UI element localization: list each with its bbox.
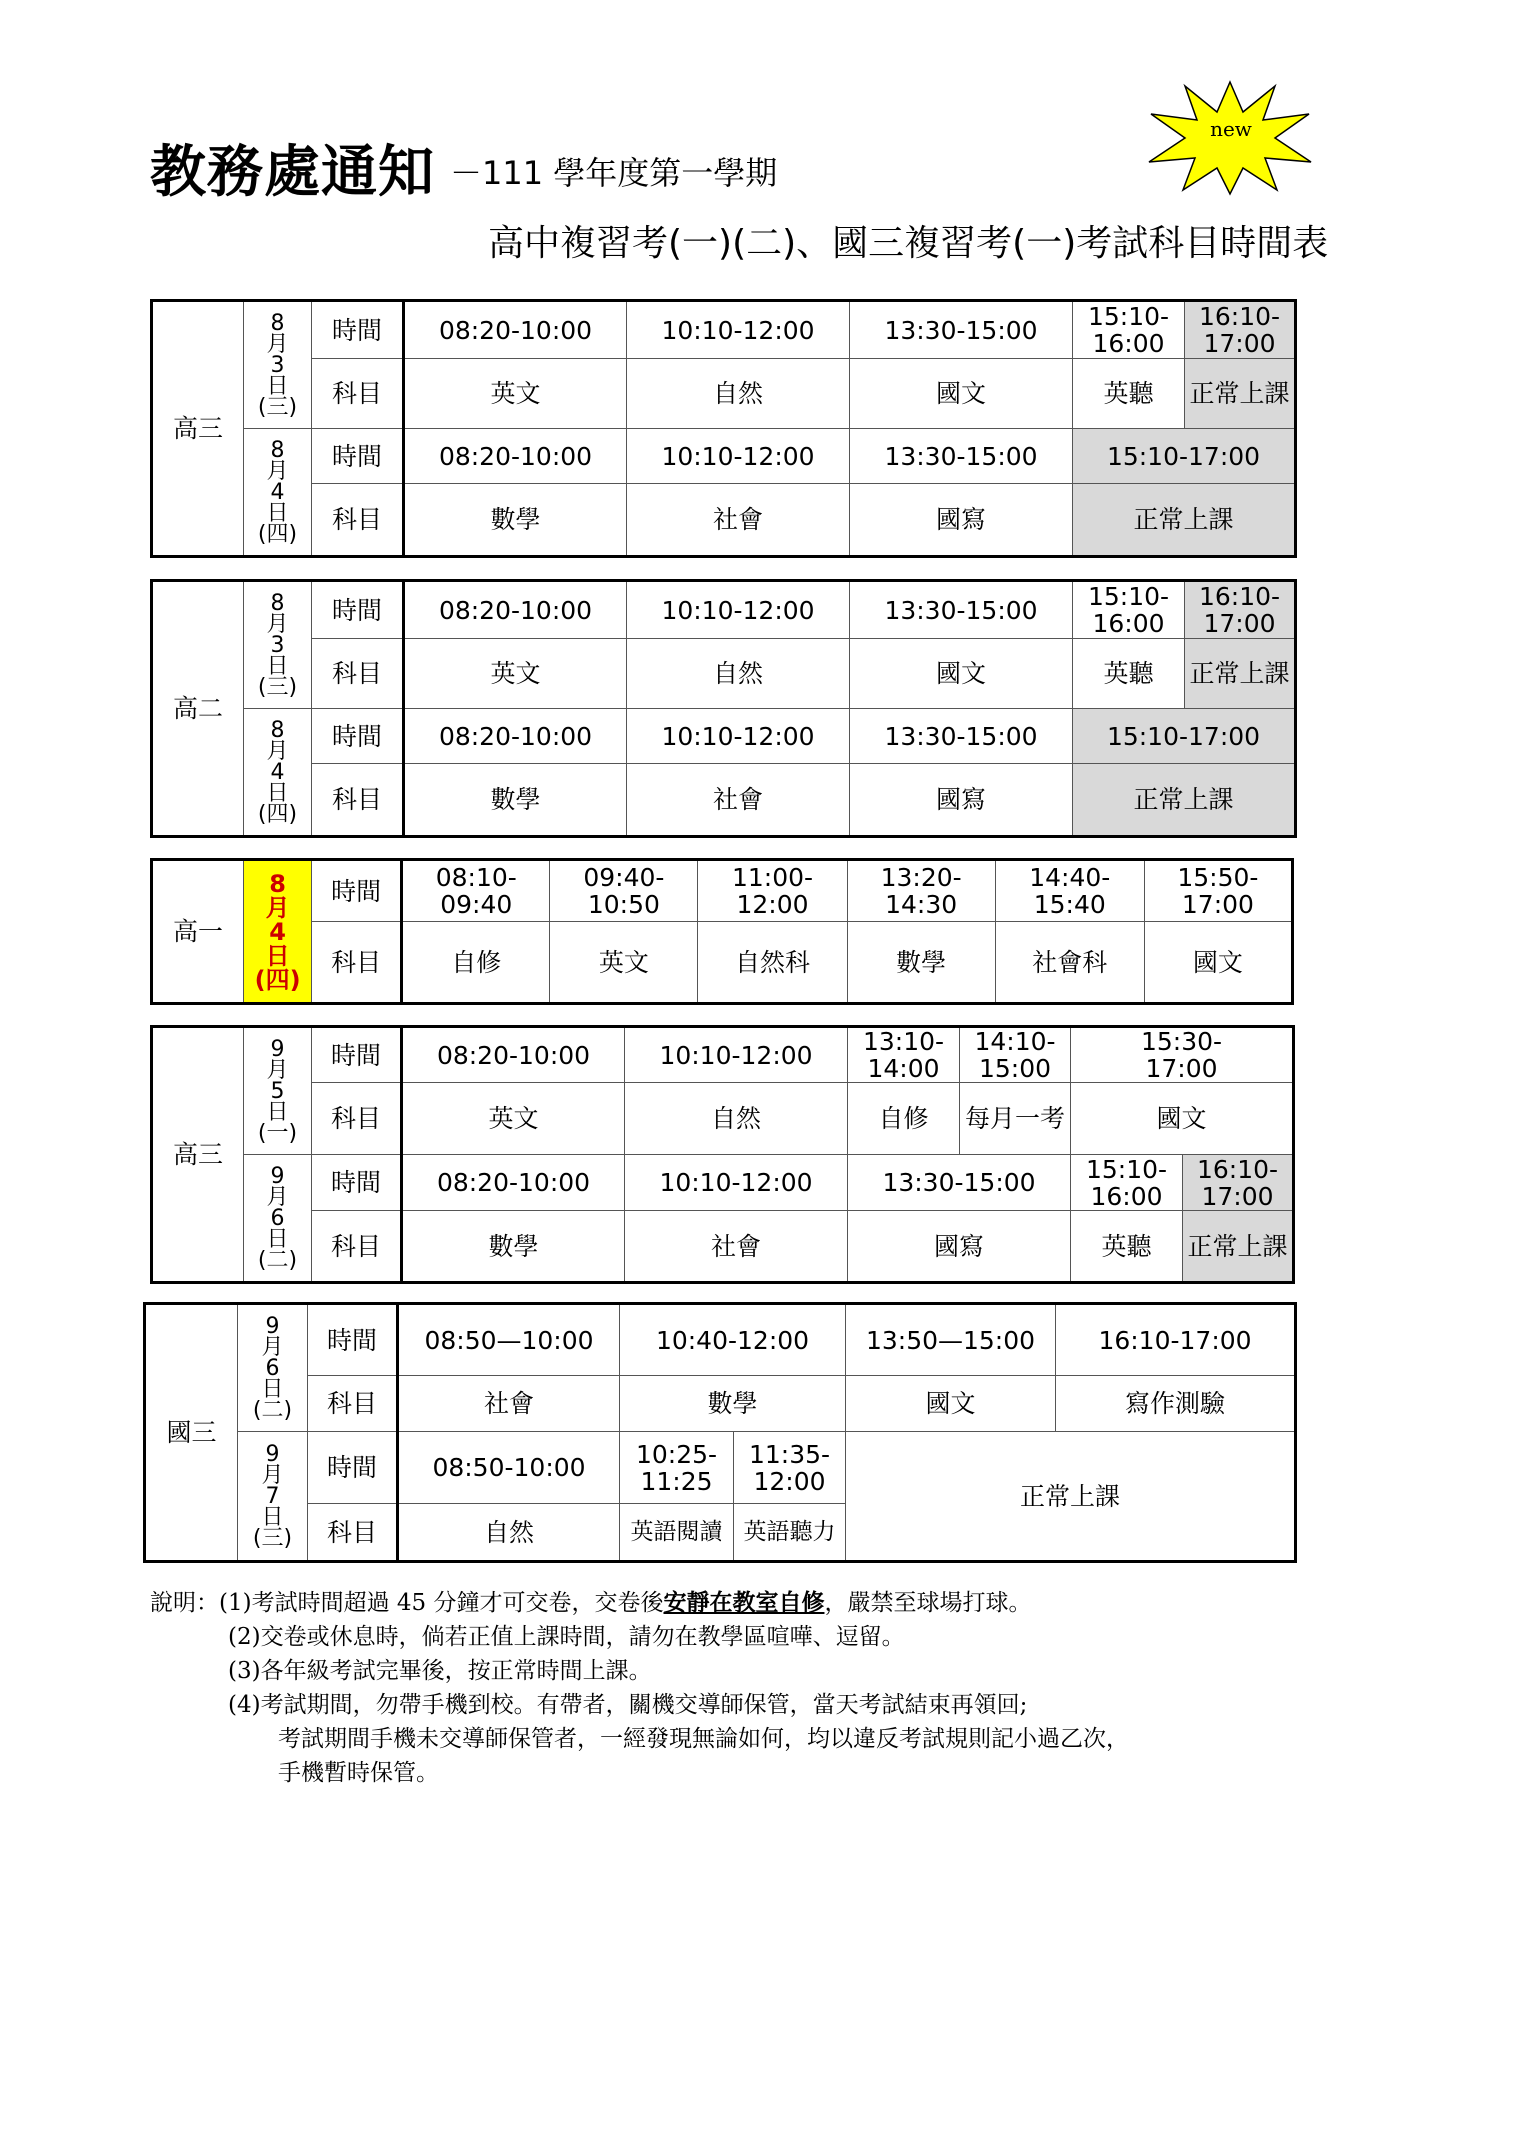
subject-label: 科目	[312, 922, 402, 1004]
time-slot: 10:10-12:00	[625, 1027, 848, 1083]
subject-label: 科目	[312, 484, 404, 557]
time-slot: 08:20-10:00	[404, 301, 627, 359]
time-slot: 08:20-10:00	[402, 1027, 625, 1083]
subject-cell: 每月一考	[960, 1083, 1071, 1155]
note-line: 手機暫時保管。	[278, 1760, 439, 1786]
subject-cell: 自修	[848, 1083, 960, 1155]
exam-date: 9 月 5 日 (一)	[244, 1027, 312, 1155]
time-slot: 13:20- 14:30	[847, 860, 995, 922]
subject-cell: 自然	[398, 1504, 620, 1562]
subject-cell: 國寫	[850, 764, 1073, 837]
time-slot: 08:10- 09:40	[402, 860, 550, 922]
time-label: 時間	[308, 1432, 398, 1504]
subject-cell: 國文	[846, 1376, 1056, 1432]
subject-cell: 正常上課	[1185, 639, 1296, 709]
time-slot: 10:10-12:00	[625, 1155, 848, 1211]
subject-cell: 英文	[550, 922, 698, 1004]
time-slot: 08:20-10:00	[404, 709, 627, 764]
subject-cell: 數學	[620, 1376, 846, 1432]
subject-cell: 英聽	[1073, 639, 1185, 709]
time-slot: 16:10- 17:00	[1185, 581, 1296, 639]
grade-label: 高三	[152, 1027, 244, 1283]
subject-cell: 英聽	[1073, 359, 1185, 429]
note-line: (2)交卷或休息時，倘若正值上課時間，請勿在教學區喧嘩、逗留。	[228, 1624, 905, 1650]
time-slot: 09:40- 10:50	[550, 860, 698, 922]
grade-label: 高二	[152, 581, 244, 837]
time-slot: 13:30-15:00	[850, 429, 1073, 484]
subject-cell: 英聽	[1071, 1211, 1183, 1283]
exam-date: 8 月 3 日 (三)	[244, 581, 312, 709]
time-slot: 13:30-15:00	[848, 1155, 1071, 1211]
subject-cell: 社會科	[995, 922, 1144, 1004]
grade-label: 國三	[145, 1304, 238, 1562]
time-slot: 15:10-17:00	[1073, 429, 1296, 484]
subject-cell: 自修	[402, 922, 550, 1004]
subject-cell: 自然	[627, 639, 850, 709]
regular-class-cell: 正常上課	[846, 1432, 1296, 1562]
subject-cell: 正常上課	[1185, 359, 1296, 429]
time-slot: 11:35- 12:00	[734, 1432, 846, 1504]
note-line: (4)考試期間，勿帶手機到校。有帶者，關機交導師保管，當天考試結束再領回;	[228, 1692, 1028, 1718]
time-slot: 13:30-15:00	[850, 709, 1073, 764]
time-label: 時間	[312, 301, 404, 359]
time-slot: 11:00- 12:00	[698, 860, 847, 922]
time-slot: 10:10-12:00	[627, 581, 850, 639]
time-slot: 08:20-10:00	[404, 429, 627, 484]
time-slot: 10:10-12:00	[627, 301, 850, 359]
schedule-table-g10-aug	[150, 858, 1294, 1005]
subject-cell: 國文	[1144, 922, 1292, 1004]
time-slot: 10:25- 11:25	[620, 1432, 734, 1504]
exam-date: 8 月 4 日 (四)	[244, 429, 312, 557]
subject-cell: 國文	[850, 359, 1073, 429]
subject-cell: 英文	[404, 639, 627, 709]
subject-label: 科目	[312, 1083, 402, 1155]
schedule-table-g12-sep	[150, 1025, 1295, 1284]
time-slot: 16:10- 17:00	[1185, 301, 1296, 359]
exam-date: 9 月 7 日 (三)	[238, 1432, 308, 1562]
badge-label: new	[1210, 117, 1252, 141]
time-slot: 08:20-10:00	[404, 581, 627, 639]
subject-cell: 社會	[398, 1376, 620, 1432]
grade-label: 高三	[152, 301, 244, 557]
time-slot: 08:20-10:00	[402, 1155, 625, 1211]
time-slot: 14:10- 15:00	[960, 1027, 1071, 1083]
subject-cell: 自然科	[698, 922, 847, 1004]
subject-label: 科目	[312, 639, 404, 709]
subject-label: 科目	[312, 359, 404, 429]
subject-cell: 數學	[402, 1211, 625, 1283]
exam-date: 8 月 3 日 (三)	[244, 301, 312, 429]
time-slot: 16:10- 17:00	[1183, 1155, 1294, 1211]
note-line: 說明：(1)考試時間超過 45 分鐘才可交卷，交卷後安靜在教室自修，嚴禁至球場打球。	[150, 1589, 1032, 1616]
time-slot: 13:30-15:00	[850, 581, 1073, 639]
grade-label: 高一	[152, 860, 244, 1004]
subject-cell: 國寫	[850, 484, 1073, 557]
schedule-table-g9-sep	[143, 1302, 1297, 1563]
subject-cell: 數學	[404, 764, 627, 837]
subject-cell: 數學	[847, 922, 995, 1004]
subject-cell: 寫作測驗	[1056, 1376, 1296, 1432]
time-slot: 10:10-12:00	[627, 429, 850, 484]
subject-label: 科目	[308, 1504, 398, 1562]
subject-cell: 正常上課	[1073, 764, 1296, 837]
exam-date: 9 月 6 日 (二)	[238, 1304, 308, 1432]
subject-label: 科目	[312, 1211, 402, 1283]
subject-cell: 國文	[1071, 1083, 1294, 1155]
subject-label: 科目	[312, 764, 404, 837]
time-slot: 13:50—15:00	[846, 1304, 1056, 1376]
subject-cell: 英語聽力	[734, 1504, 846, 1562]
time-slot: 13:10- 14:00	[848, 1027, 960, 1083]
time-slot: 08:50—10:00	[398, 1304, 620, 1376]
subject-cell: 數學	[404, 484, 627, 557]
time-slot: 08:50-10:00	[398, 1432, 620, 1504]
time-slot: 15:10- 16:00	[1073, 301, 1185, 359]
time-slot: 10:40-12:00	[620, 1304, 846, 1376]
time-label: 時間	[312, 581, 404, 639]
page-subtitle: 高中複習考(一)(二)、國三複習考(一)考試科目時間表	[488, 223, 1329, 264]
subject-cell: 英文	[404, 359, 627, 429]
time-slot: 15:10- 16:00	[1071, 1155, 1183, 1211]
new-badge	[1145, 78, 1315, 196]
subject-cell: 自然	[625, 1083, 848, 1155]
subject-cell: 英語閱讀	[620, 1504, 734, 1562]
note-line: (3)各年級考試完畢後，按正常時間上課。	[228, 1658, 652, 1684]
time-slot: 15:50- 17:00	[1144, 860, 1292, 922]
subject-cell: 社會	[625, 1211, 848, 1283]
time-slot: 10:10-12:00	[627, 709, 850, 764]
subject-cell: 社會	[627, 764, 850, 837]
time-slot: 15:30- 17:00	[1071, 1027, 1294, 1083]
school-term: －111 學年度第一學期	[450, 154, 778, 192]
page-title: 教務處通知	[150, 140, 435, 205]
exam-notes	[150, 1586, 1129, 1790]
time-slot: 16:10-17:00	[1056, 1304, 1296, 1376]
exam-date: 8 月 4 日 (四)	[244, 709, 312, 837]
subject-label: 科目	[308, 1376, 398, 1432]
emphasis-text: 安靜在教室自修	[663, 1589, 825, 1616]
subject-cell: 自然	[627, 359, 850, 429]
time-label: 時間	[312, 1027, 402, 1083]
time-label: 時間	[312, 429, 404, 484]
exam-date-highlighted: 8 月 4 日 (四)	[244, 860, 312, 1004]
subject-cell: 社會	[627, 484, 850, 557]
notes-prefix: 說明：	[150, 1590, 219, 1616]
schedule-table-g11-aug	[150, 579, 1297, 838]
time-label: 時間	[312, 860, 402, 922]
subject-cell: 國寫	[848, 1211, 1071, 1283]
time-label: 時間	[308, 1304, 398, 1376]
subject-cell: 英文	[402, 1083, 625, 1155]
time-slot: 13:30-15:00	[850, 301, 1073, 359]
time-slot: 15:10-17:00	[1073, 709, 1296, 764]
time-slot: 14:40- 15:40	[995, 860, 1144, 922]
schedule-table-g12-aug	[150, 299, 1297, 558]
subject-cell: 正常上課	[1073, 484, 1296, 557]
subject-cell: 正常上課	[1183, 1211, 1294, 1283]
time-slot: 15:10- 16:00	[1073, 581, 1185, 639]
exam-date: 9 月 6 日 (二)	[244, 1155, 312, 1283]
note-line: 考試期間手機未交導師保管者，一經發現無論如何，均以違反考試規則記小過乙次，	[278, 1726, 1129, 1752]
time-label: 時間	[312, 1155, 402, 1211]
time-label: 時間	[312, 709, 404, 764]
starburst-icon	[1145, 78, 1315, 196]
subject-cell: 國文	[850, 639, 1073, 709]
